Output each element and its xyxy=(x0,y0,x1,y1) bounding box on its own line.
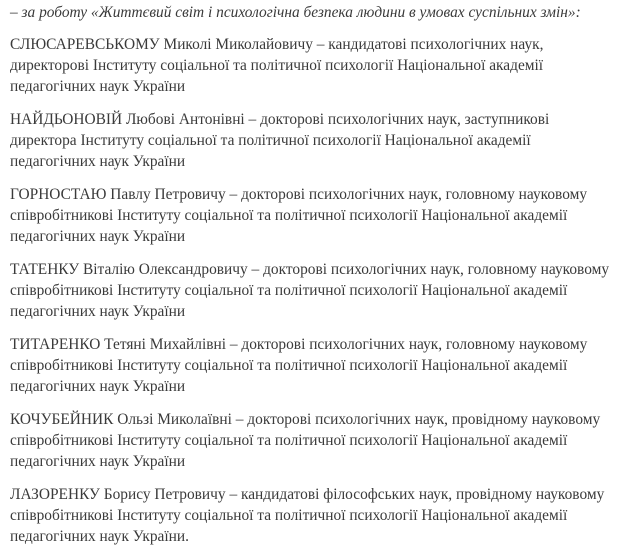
laureate-entry: ТАТЕНКУ Віталію Олександровичу – докторові психологічних наук, головному науковому співробітникові Інституту соціальної та політичної психології Національної академії педагогічних наук України xyxy=(10,261,610,320)
laureate-entry: ГОРНОСТАЮ Павлу Петровичу – докторові психологічних наук, головному науковому співробітникові Інституту соціальної та політичної психології Національної академії педагогічних наук України xyxy=(10,186,588,245)
document-body xyxy=(10,2,610,547)
laureate-entry: ТИТАРЕНКО Тетяні Михайлівні – докторові психологічних наук, головному науковому співробітникові Інституту соціальної та політичної психології Національної академії педагогічних наук України xyxy=(10,336,588,395)
laureate-entry: КОЧУБЕЙНИК Ользі Миколаївні – докторові психологічних наук, провідному науковому співробітникові Інституту соціальної та політичної психології Національної академії педагогічних наук України xyxy=(10,411,601,470)
laureate-entry: ЛАЗОРЕНКУ Борису Петровичу – кандидатові філософських наук, провідному науковому співробітникові Інституту соціальної та політичної психології Національної академії педагогічних наук України. xyxy=(10,486,605,545)
laureate-entry: НАЙДЬОНОВІЙ Любові Антонівні – докторові психологічних наук, заступникові директора Інституту соціальної та політичної психології Національної академії педагогічних наук України xyxy=(10,111,550,170)
award-work-title: – за роботу «Життєвий світ і психологічна безпека людини в умовах суспільних змін»: xyxy=(10,4,581,21)
laureate-entry: СЛЮСАРЕВСЬКОМУ Миколі Миколайовичу – кандидатові психологічних наук, директорові Інституту соціальної та політичної психології Національної академії педагогічних наук України xyxy=(10,36,544,95)
